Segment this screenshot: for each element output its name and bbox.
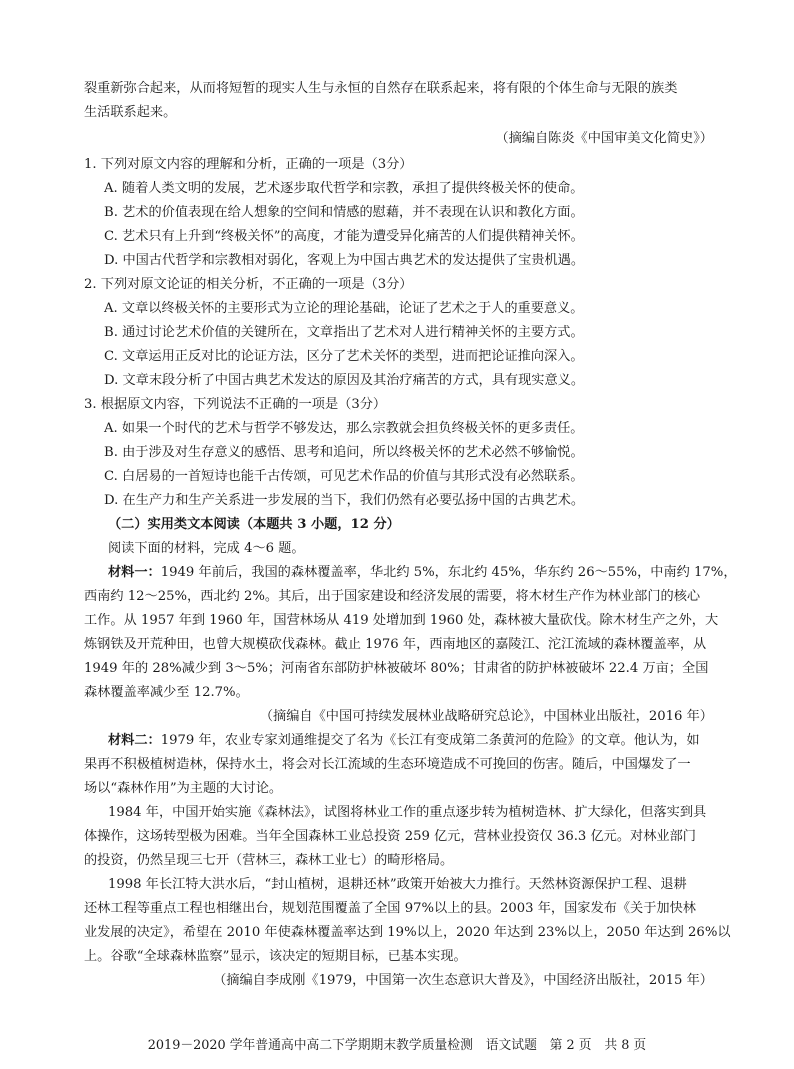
question-option: C. 白居易的一首短诗也能千古传颂，可见艺术作品的价值与其形式没有必然联系。 [104, 469, 584, 484]
question-option: D. 中国古代哲学和宗教相对弱化，客观上为中国古典艺术的发达提供了宝贵机遇。 [104, 253, 585, 268]
material2-first-line [108, 732, 700, 750]
question-option: D. 在生产力和生产关系进一步发展的当下，我们仍然有必要弘扬中国的古典艺术。 [104, 493, 585, 508]
material1-line: 炼钢铁及开荒种田，也曾大规模砍伐森林。截止 1976 年，西南地区的嘉陵江、沱江流域的森林覆盖率，从 [84, 637, 707, 652]
material2-line: 业发展的决定》，希望在 2010 年使森林覆盖率达到 19%以上，2020 年达到 23%以上，2050 年达到 26%以 [84, 925, 731, 940]
question-stem: 1. 下列对原文内容的理解和分析，正确的一项是（3分） [84, 157, 413, 172]
question-option: A. 随着人类文明的发展，艺术逐步取代哲学和宗教，承担了提供终极关怀的使命。 [104, 181, 584, 196]
material1-line: 森林覆盖率减少至 12.7%。 [84, 685, 249, 700]
material1-label: 材料一： [108, 565, 161, 580]
question-option: C. 艺术只有上升到“终极关怀”的高度，才能为遭受异化痛苦的人们提供精神关怀。 [104, 229, 584, 244]
material2-label: 材料二： [108, 733, 161, 748]
source-citation: （摘编自李成刚《1979，中国第一次生态意识大普及》，中国经济出版社，2015 年） [213, 973, 713, 988]
material1-text: 1949 年前后，我国的森林覆盖率，华北约 5%，东北约 45%，华东约 26～55%，中南约 17%， [160, 565, 737, 580]
passage-line: 裂重新弥合起来，从而将短暂的现实人生与永恒的自然存在联系起来，将有限的个体生命与无限的族类 [84, 81, 678, 96]
page-footer: 2019－2020 学年普通高中高二下学期期末教学质量检测 语文试题 第 2 页 共 8 页 [147, 1038, 647, 1053]
question-option: D. 文章末段分析了中国古典艺术发达的原因及其治疗痛苦的方式，具有现实意义。 [104, 373, 585, 388]
material2-line: 果再不积极植树造林，保持水土，将会对长江流域的生态环境造成不可挽回的伤害。随后，中国爆发了一 [84, 757, 691, 772]
material2-text: 1979 年，农业专家刘通维提交了名为《长江有变成第二条黄河的危险》的文章。他认为，如 [160, 733, 700, 748]
section-heading: （二）实用类文本阅读（本题共 3 小题，12 分） [108, 517, 400, 532]
question-option: B. 由于涉及对生存意义的感悟、思考和追问，所以终极关怀的艺术必然不够愉悦。 [104, 445, 584, 460]
material1-line: 西南约 12～25%，西北约 2%。其后，出于国家建设和经济发展的需要，将木材生产作为林业部门的核心 [84, 589, 701, 604]
question-stem: 3. 根据原文内容，下列说法不正确的一项是（3分） [84, 397, 387, 412]
material2-line: 还林工程等重点工程也相继出台，规划范围覆盖了全国 97%以上的县。2003 年，国家发布《关于加快林 [84, 901, 696, 916]
material1-line: 1949 年的 28%减少到 3～5%；河南省东部防护林被破坏 80%；甘肃省的防护林被破坏 22.4 万亩；全国 [84, 661, 709, 676]
question-stem: 2. 下列对原文论证的相关分析，不正确的一项是（3分） [84, 277, 413, 292]
material1-first-line [108, 564, 737, 582]
material2-line: 场以“森林作用”为主题的大讨论。 [84, 781, 283, 796]
source-citation: （摘编自陈炎《中国审美文化简史》） [495, 131, 713, 146]
material2-line: 上。谷歌“全球森林监察”显示，该决定的短期目标，已基本实现。 [84, 949, 467, 964]
question-option: A. 如果一个时代的艺术与哲学不够发达，那么宗教就会担负终极关怀的更多责任。 [104, 421, 584, 436]
material2-line: 1998 年长江特大洪水后，“封山植树，退耕还林”政策开始被大力推行。天然林资源保护工程、退耕 [108, 877, 687, 892]
instruction: 阅读下面的材料，完成 4～6 题。 [108, 541, 305, 556]
material2-line: 的投资，仍然呈现三七开（营林三，森林工业七）的畸形格局。 [84, 853, 454, 868]
question-option: A. 文章以终极关怀的主要形式为立论的理论基础，论证了艺术之于人的重要意义。 [104, 301, 584, 316]
material2-line: 体操作，这场转型极为困难。当年全国森林工业总投资 259 亿元，营林业投资仅 36.3 亿元。对林业部门 [84, 829, 696, 844]
source-citation: （摘编自《中国可持续发展林业战略研究总论》，中国林业出版社，2016 年） [259, 709, 713, 724]
question-option: B. 通过讨论艺术价值的关键所在，文章指出了艺术对人进行精神关怀的主要方式。 [104, 325, 584, 340]
question-option: B. 艺术的价值表现在给人想象的空间和情感的慰藉，并不表现在认识和教化方面。 [104, 205, 584, 220]
passage-line: 生活联系起来。 [84, 105, 177, 120]
material2-line: 1984 年，中国开始实施《森林法》，试图将林业工作的重点逐步转为植树造林、扩大绿化，但落实到具 [108, 805, 707, 820]
material1-line: 工作。从 1957 年到 1960 年，国营林场从 419 处增加到 1960 处，森林被大量砍伐。除木材生产之外，大 [84, 613, 719, 628]
question-option: C. 文章运用正反对比的论证方法，区分了艺术关怀的类型，进而把论证推向深入。 [104, 349, 584, 364]
